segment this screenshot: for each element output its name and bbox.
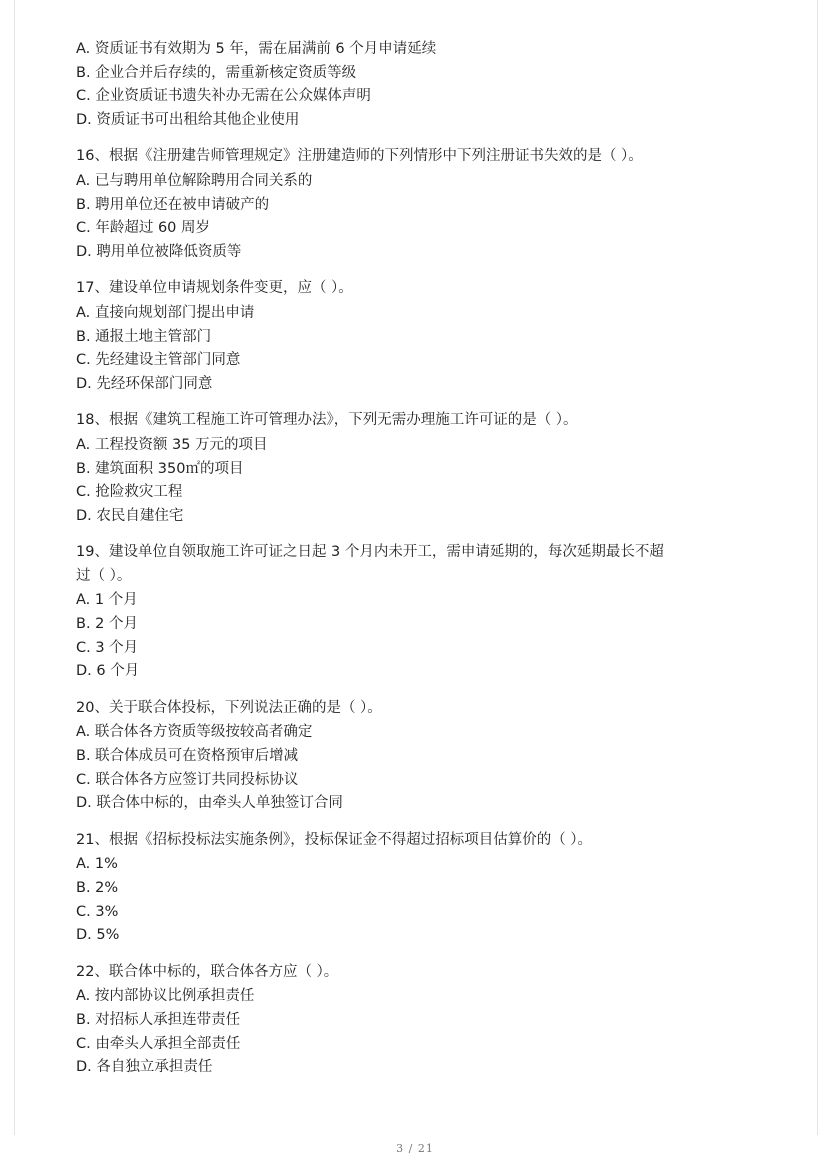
option-d: D. 农民自建住宅 (76, 507, 184, 524)
option-b: B. 聘用单位还在被申请破产的 (76, 196, 270, 213)
option-c: C. 年龄超过 60 周岁 (76, 220, 211, 237)
option-d: D. 资质证书可出租给其他企业使用 (76, 111, 300, 128)
option-b: B. 2 个月 (76, 616, 139, 633)
question-text: 18、根据《建筑工程施工许可管理办法》，下列无需办理施工许可证的是（ ）。 (76, 412, 578, 429)
question-21 (76, 829, 776, 948)
option-c: C. 3% (76, 903, 119, 920)
option-c: C. 企业资质证书遗失补办无需在公众媒体声明 (76, 88, 371, 105)
option-d: D. 5% (76, 927, 120, 944)
question-text: 17、建设单位申请规划条件变更，应（ ）。 (76, 280, 353, 297)
option-d: D. 联合体中标的，由牵头人单独签订合同 (76, 795, 343, 812)
option-a: A. 1 个月 (76, 592, 138, 609)
option-b: B. 2% (76, 880, 119, 896)
question-text: 19、建设单位自领取施工许可证之日起 3 个月内未开工，需申请延期的，每次延期最长不超 过（ ）。 (76, 544, 664, 584)
option-c: C. 先经建设主管部门同意 (76, 352, 241, 369)
option-a: A. 资质证书有效期为 5 年，需在届满前 6 个月申请延续 (76, 41, 437, 57)
option-a: A. 已与聘用单位解除聘用合同关系的 (76, 172, 313, 189)
option-b: B. 企业合并后存续的，需重新核定资质等级 (76, 64, 357, 81)
option-a: A. 按内部协议比例承担责任 (76, 988, 255, 1005)
question-18 (76, 409, 776, 528)
option-b: B. 通报土地主管部门 (76, 328, 212, 345)
option-a: A. 联合体各方资质等级按较高者确定 (76, 724, 313, 741)
option-a: A. 工程投资额 35 万元的项目 (76, 436, 268, 453)
question-text: 20、关于联合体投标，下列说法正确的是（ ）。 (76, 699, 382, 716)
option-d: D. 先经环保部门同意 (76, 375, 213, 392)
question-17 (76, 277, 776, 396)
question-15-continued (76, 38, 776, 132)
option-b: B. 建筑面积 350㎡的项目 (76, 460, 244, 477)
option-c: C. 3 个月 (76, 639, 139, 656)
option-d: D. 聘用单位被降低资质等 (76, 243, 242, 260)
option-b: B. 联合体成员可在资格预审后增减 (76, 748, 299, 765)
question-20 (76, 697, 776, 816)
question-text: 16、根据《注册建告师管理规定》注册建造师的下列情形中下列注册证书失效的是（ ）。 (76, 148, 643, 165)
option-b: B. 对招标人承担连带责任 (76, 1011, 241, 1028)
option-c: C. 由牵头人承担全部责任 (76, 1035, 241, 1052)
option-c: C. 联合体各方应签订共同投标协议 (76, 771, 299, 788)
option-a: A. 1% (76, 856, 118, 873)
question-19 (76, 541, 776, 684)
option-a: A. 直接向规划部门提出申请 (76, 304, 255, 321)
question-text: 22、联合体中标的，联合体各方应（ ）。 (76, 963, 339, 980)
question-16 (76, 145, 776, 264)
option-d: D. 各自独立承担责任 (76, 1059, 213, 1076)
option-d: D. 6 个月 (76, 663, 140, 680)
page-indicator: 3 / 21 (396, 1142, 434, 1155)
document-page (14, 0, 818, 1135)
question-22 (76, 961, 776, 1080)
question-list (76, 38, 776, 1093)
question-text: 21、根据《招标投标法实施条例》，投标保证金不得超过招标项目估算价的（ ）。 (76, 831, 593, 848)
option-c: C. 抢险救灾工程 (76, 484, 183, 501)
